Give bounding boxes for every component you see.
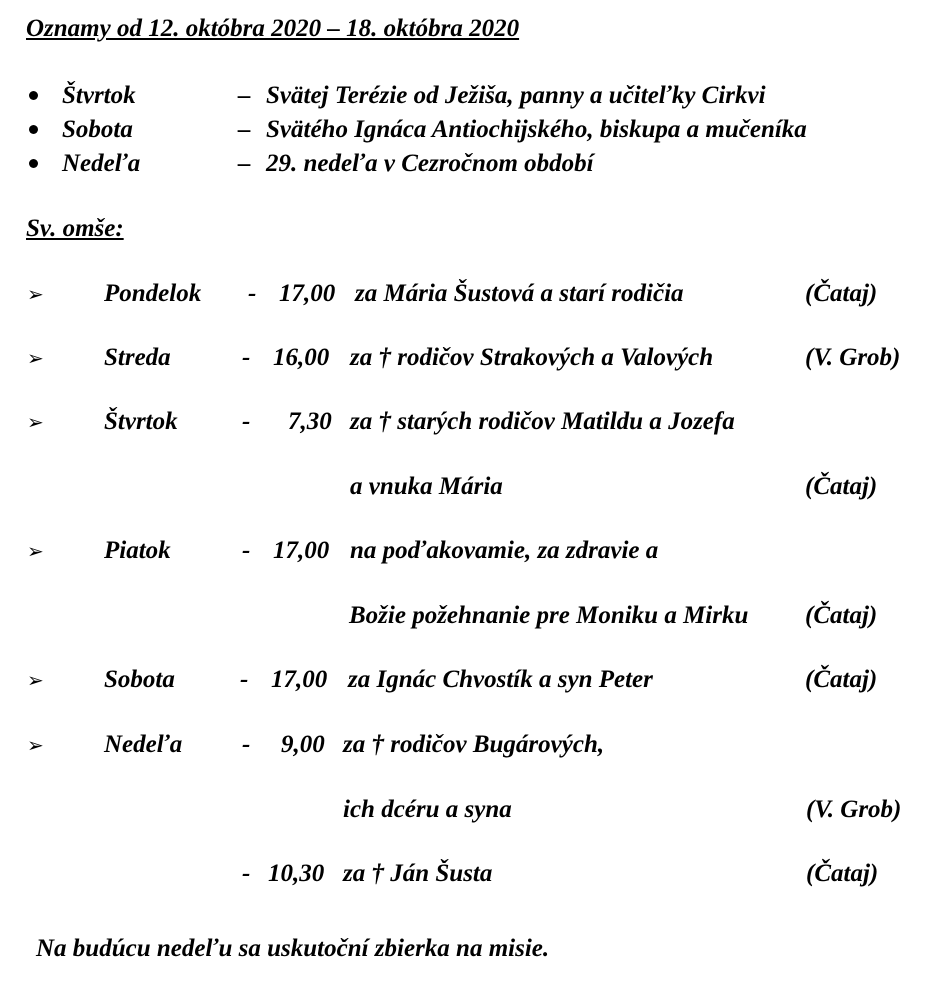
mass-dash: - bbox=[242, 344, 251, 371]
mass-dash: - bbox=[242, 731, 251, 758]
mass-day: Streda bbox=[104, 344, 171, 371]
mass-time: 17,00 bbox=[279, 280, 336, 307]
mass-time: 10,30 bbox=[268, 860, 325, 887]
mass-day: Sobota bbox=[104, 666, 175, 693]
mass-intention-continued: a vnuka Mária bbox=[350, 473, 503, 500]
mass-time: 17,00 bbox=[271, 666, 328, 693]
mass-place: (Čataj) bbox=[805, 602, 878, 629]
mass-intention: za Mária Šustová a starí rodičia bbox=[355, 280, 684, 307]
feast-dash: – bbox=[238, 82, 251, 109]
mass-intention: za † starých rodičov Matildu a Jozefa bbox=[350, 408, 735, 435]
feast-name: Svätej Terézie od Ježiša, panny a učiteľky Cirkvi bbox=[266, 82, 766, 109]
mass-dash: - bbox=[248, 280, 257, 307]
mass-dash: - bbox=[242, 408, 251, 435]
footer-note: Na budúcu nedeľu sa uskutoční zbierka na misie. bbox=[36, 935, 550, 962]
mass-day: Piatok bbox=[104, 537, 171, 564]
mass-place: (Čataj) bbox=[805, 473, 878, 500]
feast-name: 29. nedeľa v Cezročnom období bbox=[266, 150, 594, 177]
mass-intention: na poďakovamie, za zdravie a bbox=[350, 537, 659, 564]
mass-place: (V. Grob) bbox=[805, 344, 901, 371]
mass-time: 9,00 bbox=[281, 731, 325, 758]
bullet-icon bbox=[29, 125, 38, 134]
arrow-bullet-icon: ➢ bbox=[27, 539, 44, 563]
mass-time: 17,00 bbox=[273, 537, 330, 564]
arrow-bullet-icon: ➢ bbox=[27, 282, 44, 306]
mass-dash: - bbox=[240, 666, 249, 693]
mass-intention: za † Ján Šusta bbox=[343, 860, 493, 887]
mass-dash: - bbox=[242, 537, 251, 564]
arrow-bullet-icon: ➢ bbox=[27, 346, 44, 370]
arrow-bullet-icon: ➢ bbox=[27, 733, 44, 757]
feast-day: Štvrtok bbox=[62, 82, 136, 109]
mass-day: Pondelok bbox=[104, 280, 202, 307]
mass-intention: za Ignác Chvostík a syn Peter bbox=[348, 666, 653, 693]
mass-time: 16,00 bbox=[273, 344, 330, 371]
feast-dash: – bbox=[238, 116, 251, 143]
mass-intention-continued: Božie požehnanie pre Moniku a Mirku bbox=[349, 602, 749, 629]
mass-place: (Čataj) bbox=[805, 280, 878, 307]
masses-heading: Sv. omše: bbox=[26, 215, 124, 242]
page-title: Oznamy od 12. októbra 2020 – 18. októbra 2020 bbox=[26, 15, 520, 42]
mass-intention: za † rodičov Bugárových, bbox=[343, 731, 605, 758]
mass-time: 7,30 bbox=[288, 408, 332, 435]
mass-day: Nedeľa bbox=[104, 731, 183, 758]
mass-place: (V. Grob) bbox=[806, 796, 902, 823]
feast-name: Svätého Ignáca Antiochijského, biskupa a mučeníka bbox=[266, 116, 807, 143]
feast-day: Sobota bbox=[62, 116, 133, 143]
feast-day: Nedeľa bbox=[62, 150, 141, 177]
mass-place: (Čataj) bbox=[805, 666, 878, 693]
mass-intention-continued: ich dcéru a syna bbox=[343, 796, 512, 823]
bullet-icon bbox=[29, 91, 38, 100]
feast-dash: – bbox=[238, 150, 251, 177]
arrow-bullet-icon: ➢ bbox=[27, 410, 44, 434]
mass-place: (Čataj) bbox=[806, 860, 879, 887]
mass-intention: za † rodičov Strakových a Valových bbox=[350, 344, 714, 371]
mass-day: Štvrtok bbox=[104, 408, 178, 435]
arrow-bullet-icon: ➢ bbox=[27, 668, 44, 692]
bullet-icon bbox=[29, 159, 38, 168]
mass-dash: - bbox=[242, 860, 251, 887]
